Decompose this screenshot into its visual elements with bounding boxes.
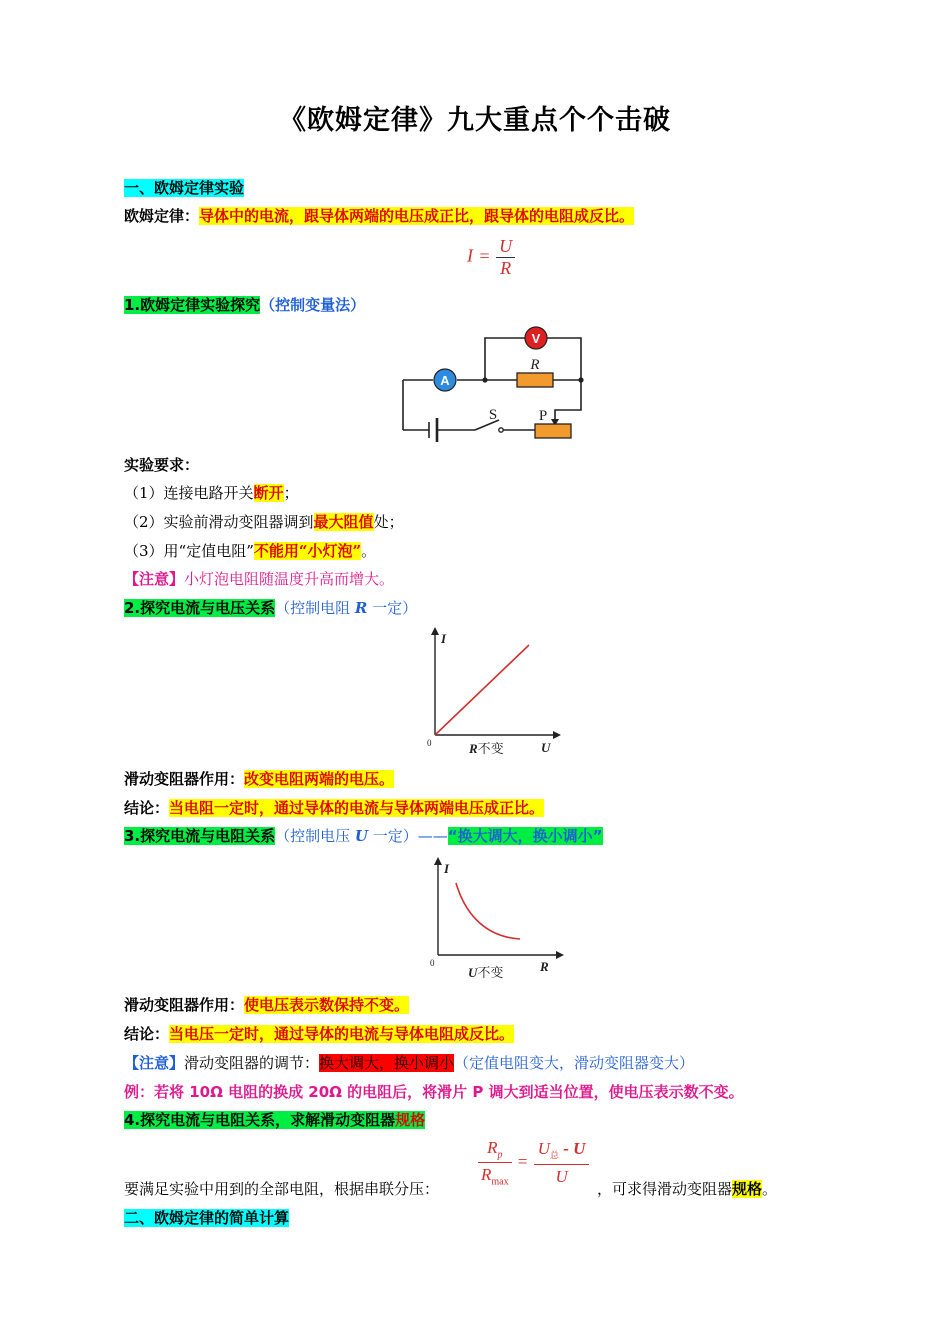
y-axis-label: I xyxy=(444,861,450,876)
rheostat-icon xyxy=(535,424,571,438)
circuit-diagram xyxy=(395,320,595,444)
section-heading-2 xyxy=(124,1207,289,1229)
symbol: U xyxy=(537,1139,550,1159)
requirement-text: （3）用“定值电阻” xyxy=(124,542,254,560)
requirement-highlight: 最大阻值 xyxy=(313,513,374,531)
role-label: 滑动变阻器作用： xyxy=(124,996,245,1014)
switch-label: S xyxy=(488,407,498,423)
divider-formula xyxy=(478,1138,589,1188)
x-axis-arrow xyxy=(556,951,564,959)
ohm-formula xyxy=(467,236,515,279)
section-heading-1-4 xyxy=(124,1109,425,1131)
requirement-text: （2）实验前滑动变阻器调到 xyxy=(124,513,314,531)
note-highlight: 换大调大，换小调小 xyxy=(319,1054,455,1072)
conclusion-label: 结论： xyxy=(124,799,170,817)
switch-contact xyxy=(499,428,503,432)
slogan: “换大调大，换小调小” xyxy=(447,827,603,845)
formula-right-denominator: U xyxy=(555,1166,568,1186)
role-label: 滑动变阻器作用： xyxy=(124,770,245,788)
note-tag: 【注意】 xyxy=(124,1054,185,1072)
formula-equals: = xyxy=(517,1151,528,1171)
subscript: 总 xyxy=(549,1150,559,1161)
rheostat-role-1 xyxy=(124,768,394,790)
law-text: 导体中的电流，跟导体两端的电压成正比，跟导体的电阻成反比。 xyxy=(199,207,635,225)
law-statement xyxy=(124,205,634,227)
resistor-icon xyxy=(517,373,553,387)
note-paren: （定值电阻变大，滑动变阻器变大） xyxy=(454,1054,695,1072)
conclusion-1 xyxy=(124,797,544,819)
subscript: p xyxy=(497,1149,503,1161)
caption-var: U xyxy=(468,965,478,980)
subheading-text: 3.探究电流与电阻关系 xyxy=(124,827,276,845)
symbol: R xyxy=(481,1165,492,1185)
conclusion-text: 当电阻一定时，通过导体的电流与导体两端电压成正比。 xyxy=(169,799,545,817)
subheading-var: R xyxy=(354,599,368,617)
subheading-paren: （控制电压 xyxy=(275,827,355,845)
conclusion-2 xyxy=(124,1023,514,1045)
x-axis-label: U xyxy=(541,740,551,755)
junction-dot xyxy=(578,377,583,382)
requirement-1 xyxy=(124,482,299,504)
subheading-paren: 一定） xyxy=(367,599,418,617)
junction-dot xyxy=(482,377,487,382)
ammeter-label: A xyxy=(440,373,450,388)
subheading-text: 2.探究电流与电压关系 xyxy=(124,599,276,617)
origin-label: 0 xyxy=(430,958,435,968)
conclusion-label: 结论： xyxy=(124,1025,170,1043)
requirement-text: 。 xyxy=(361,542,377,560)
subheading-paren: （控制变量法） xyxy=(260,296,366,314)
requirement-2 xyxy=(124,511,404,533)
slider-label: P xyxy=(538,408,548,424)
y-axis-arrow xyxy=(434,857,442,865)
subscript: max xyxy=(491,1176,509,1188)
subheading-text: 4.探究电流与电阻关系，求解滑动变阻器 xyxy=(124,1111,396,1129)
graph-caption xyxy=(468,965,503,980)
note-text: 滑动变阻器的调节： xyxy=(184,1054,320,1072)
y-axis-arrow xyxy=(431,627,439,635)
subheading-text: 1.欧姆定律实验探究 xyxy=(124,296,261,314)
subheading-paren: 一定）—— xyxy=(368,827,448,845)
symbol: R xyxy=(487,1138,498,1157)
symbol: - U xyxy=(559,1139,586,1159)
proportional-line xyxy=(435,645,529,735)
divider-text-left: 要满足实验中用到的全部电阻，根据串联分压： xyxy=(124,1180,440,1198)
formula-left-numerator xyxy=(478,1138,512,1163)
formula-left-fraction xyxy=(478,1138,512,1188)
divider-highlight: 规格 xyxy=(732,1180,763,1198)
formula-numerator: U xyxy=(496,236,515,258)
caption-text: 不变 xyxy=(477,741,504,756)
section-heading-1-2 xyxy=(124,597,417,619)
section-heading-text: 一、欧姆定律实验 xyxy=(124,179,245,197)
graph-current-resistance xyxy=(418,855,568,985)
formula-left-denominator xyxy=(478,1163,512,1187)
formula-equals: = xyxy=(479,245,490,266)
section-heading-1 xyxy=(124,177,244,199)
graph-current-voltage xyxy=(415,625,565,765)
example-text: 例：若将 10Ω 电阻的换成 20Ω 的电阻后，将滑片 P 调大到适当位置，使电压表示数不变。 xyxy=(124,1083,744,1101)
origin-label: 0 xyxy=(427,738,432,748)
voltmeter-label: V xyxy=(531,331,541,346)
formula-denominator: R xyxy=(500,258,512,278)
x-axis-label: R xyxy=(540,959,549,974)
requirement-text: 处； xyxy=(373,513,404,531)
law-label: 欧姆定律： xyxy=(124,207,200,225)
role-text: 使电压表示数保持不变。 xyxy=(244,996,410,1014)
section-heading-1-3 xyxy=(124,825,603,847)
y-axis-label: I xyxy=(441,631,447,646)
note-2 xyxy=(124,1052,694,1074)
caption-text: 不变 xyxy=(477,965,504,980)
subheading-paren: （控制电阻 xyxy=(275,599,355,617)
requirement-highlight: 不能用“小灯泡” xyxy=(253,542,362,560)
resistor-label: R xyxy=(530,357,540,373)
note-text: 小灯泡电阻随温度升高而增大。 xyxy=(184,570,395,588)
formula-right-numerator xyxy=(534,1139,590,1164)
divider-text-right xyxy=(597,1178,777,1200)
requirement-text: （1）连接电路开关 xyxy=(124,484,254,502)
note-tag: 【注意】 xyxy=(124,570,185,588)
divider-text: 。 xyxy=(762,1180,778,1198)
conclusion-text: 当电压一定时，通过导体的电流与导体电阻成反比。 xyxy=(169,1025,515,1043)
section-heading-text: 二、欧姆定律的简单计算 xyxy=(124,1209,290,1227)
x-axis-arrow xyxy=(553,731,561,739)
formula-right-fraction xyxy=(534,1139,590,1186)
subheading-var: U xyxy=(354,827,369,845)
subheading-highlight: 规格 xyxy=(395,1111,426,1129)
role-text: 改变电阻两端的电压。 xyxy=(244,770,395,788)
requirement-text: ； xyxy=(283,484,299,502)
formula-lhs: I xyxy=(467,245,473,266)
requirement-3 xyxy=(124,540,376,562)
note-1 xyxy=(124,568,394,590)
requirements-label: 实验要求： xyxy=(124,456,200,474)
divider-text: ，可求得滑动变阻器 xyxy=(597,1180,733,1198)
graph-caption xyxy=(468,741,504,756)
formula-fraction xyxy=(496,236,515,279)
page-title: 《欧姆定律》九大重点个个击破 xyxy=(279,105,671,136)
inverse-curve xyxy=(456,883,520,939)
section-heading-1-1 xyxy=(124,294,365,316)
rheostat-role-2 xyxy=(124,994,409,1016)
caption-var: R xyxy=(469,741,478,756)
requirement-highlight: 断开 xyxy=(253,484,284,502)
